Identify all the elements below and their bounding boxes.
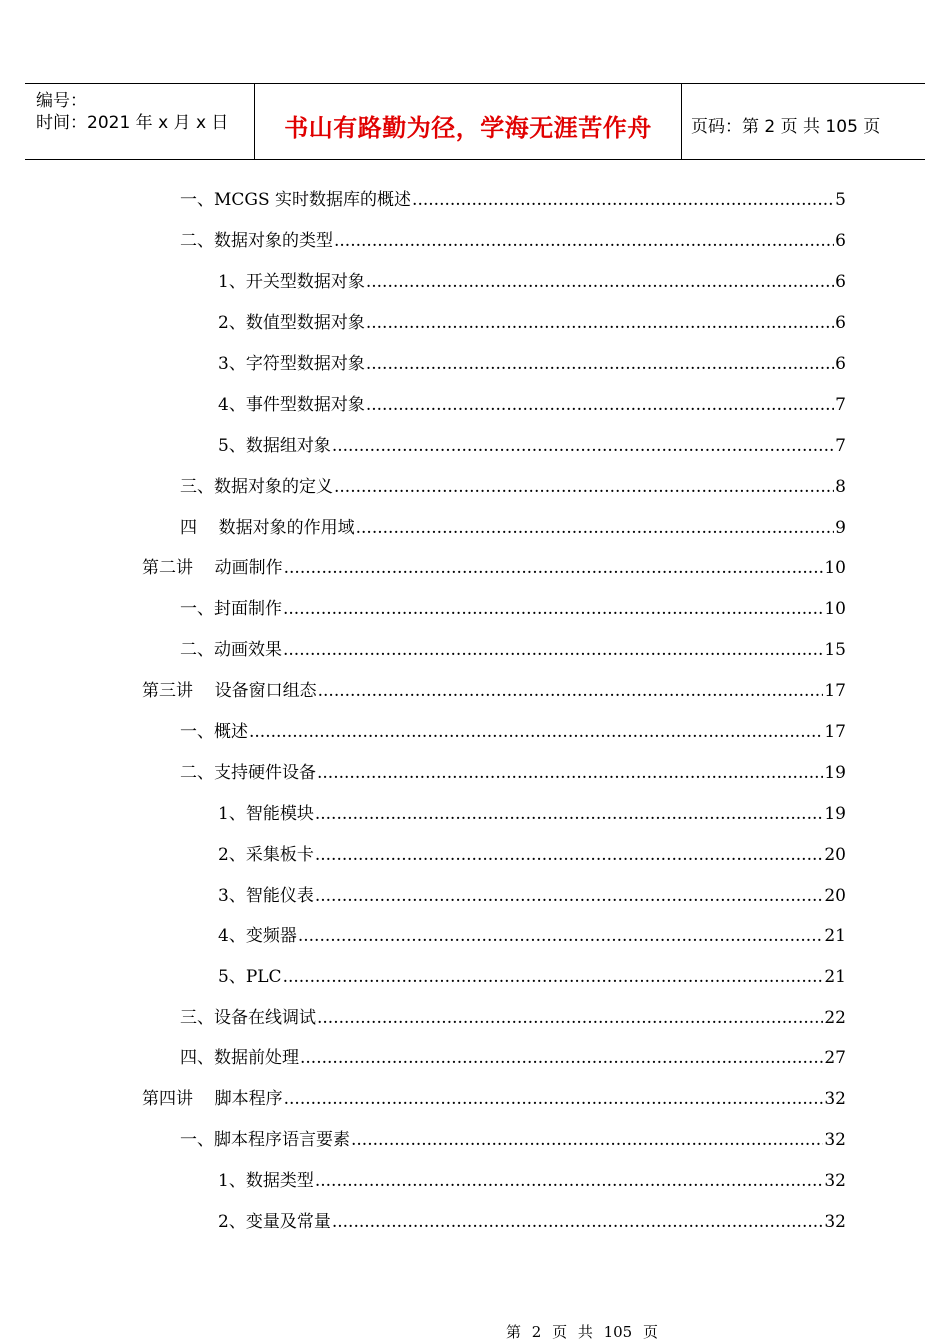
toc-entry-page: 6 <box>835 354 846 374</box>
toc-entry-title: 第二讲 动画制作 <box>142 558 283 578</box>
toc-leader-dots <box>315 802 824 826</box>
toc-entry-page: 17 <box>824 722 846 742</box>
toc-entry-title: 4、事件型数据对象 <box>218 395 365 415</box>
toc-entry-title: 5、PLC <box>218 967 282 987</box>
toc-entry-page: 20 <box>824 845 846 865</box>
toc-entry-page: 8 <box>835 477 846 497</box>
toc-entry[interactable] <box>218 884 846 908</box>
toc-entry-page: 20 <box>824 886 846 906</box>
toc-entry[interactable] <box>218 965 846 989</box>
toc-entry-title: 四、数据前处理 <box>180 1048 299 1068</box>
toc-entry[interactable] <box>180 475 846 499</box>
toc-entry[interactable] <box>218 1210 846 1234</box>
toc-entry-page: 9 <box>835 518 846 538</box>
toc-leader-dots <box>300 1046 823 1070</box>
toc-leader-dots <box>284 556 824 580</box>
toc-entry[interactable] <box>180 1006 846 1030</box>
toc-entry-title: 2、变量及常量 <box>218 1212 331 1232</box>
toc-entry[interactable] <box>180 1128 846 1152</box>
toc-entry-title: 一、概述 <box>180 722 248 742</box>
toc-entry-page: 6 <box>835 272 846 292</box>
toc-leader-dots <box>366 311 834 335</box>
toc-leader-dots <box>318 679 824 703</box>
document-date-label: 时间：2021 年 x 月 x 日 <box>36 113 229 133</box>
toc-entry-title: 2、数值型数据对象 <box>218 313 365 333</box>
toc-leader-dots <box>356 516 835 540</box>
toc-leader-dots <box>283 597 823 621</box>
toc-entry-page: 32 <box>824 1171 846 1191</box>
toc-entry[interactable] <box>218 393 846 417</box>
toc-leader-dots <box>283 965 824 989</box>
toc-entry-page: 32 <box>824 1089 846 1109</box>
header-motto-cell <box>254 84 682 159</box>
toc-entry-page: 6 <box>835 313 846 333</box>
toc-entry-page: 22 <box>824 1008 846 1028</box>
toc-entry[interactable] <box>180 597 846 621</box>
toc-leader-dots <box>284 1087 824 1111</box>
toc-entry-page: 7 <box>835 436 846 456</box>
toc-entry-page: 5 <box>835 190 846 210</box>
toc-entry[interactable] <box>218 270 846 294</box>
toc-entry-title: 2、采集板卡 <box>218 845 314 865</box>
toc-entry-title: 二、数据对象的类型 <box>180 231 333 251</box>
toc-leader-dots <box>283 638 823 662</box>
toc-entry-page: 19 <box>824 763 846 783</box>
header-meta-cell <box>25 84 254 159</box>
toc-entry[interactable] <box>180 1046 846 1070</box>
toc-entry-page: 21 <box>824 926 846 946</box>
toc-entry-title: 1、开关型数据对象 <box>218 272 365 292</box>
toc-entry-title: 四 数据对象的作用域 <box>180 518 355 538</box>
toc-entry-title: 第三讲 设备窗口组态 <box>142 681 317 701</box>
header-page-info: 页码：第 2 页 共 105 页 <box>691 117 881 137</box>
toc-leader-dots <box>315 1169 824 1193</box>
toc-entry[interactable] <box>180 638 846 662</box>
toc-entry-page: 21 <box>824 967 846 987</box>
toc-entry-page: 27 <box>824 1048 846 1068</box>
toc-entry-page: 19 <box>824 804 846 824</box>
toc-entry-page: 6 <box>835 231 846 251</box>
toc-entry-page: 7 <box>835 395 846 415</box>
toc-entry-page: 15 <box>824 640 846 660</box>
toc-entry[interactable] <box>218 352 846 376</box>
header-page-cell <box>681 84 925 159</box>
toc-entry-title: 3、智能仪表 <box>218 886 314 906</box>
toc-entry[interactable] <box>218 434 846 458</box>
header-motto: 书山有路勤为径，学海无涯苦作舟 <box>284 114 652 142</box>
toc-entry-title: 1、智能模块 <box>218 804 314 824</box>
toc-entry[interactable] <box>180 188 846 212</box>
toc-entry-title: 一、封面制作 <box>180 599 282 619</box>
toc-entry-title: 一、MCGS 实时数据库的概述 <box>180 190 412 210</box>
toc-entry-title: 三、数据对象的定义 <box>180 477 333 497</box>
toc-leader-dots <box>332 1210 824 1234</box>
toc-entry[interactable] <box>218 924 846 948</box>
toc-leader-dots <box>317 761 823 785</box>
toc-entry[interactable] <box>180 229 846 253</box>
document-number-label: 编号： <box>36 91 87 111</box>
toc-entry[interactable] <box>218 802 846 826</box>
footer-page-number: 第 2 页 共 105 页 <box>505 1323 658 1341</box>
toc-leader-dots <box>366 270 834 294</box>
toc-entry-title: 5、数据组对象 <box>218 436 331 456</box>
toc-leader-dots <box>298 924 824 948</box>
toc-entry-page: 32 <box>824 1130 846 1150</box>
toc-entry[interactable] <box>218 311 846 335</box>
toc-leader-dots <box>315 843 824 867</box>
toc-leader-dots <box>334 475 834 499</box>
toc-entry[interactable] <box>218 843 846 867</box>
page-footer <box>0 1321 950 1342</box>
toc-entry-page: 17 <box>824 681 846 701</box>
toc-entry-title: 三、设备在线调试 <box>180 1008 316 1028</box>
toc-entry-title: 1、数据类型 <box>218 1171 314 1191</box>
toc-leader-dots <box>351 1128 823 1152</box>
toc-entry-page: 10 <box>824 558 846 578</box>
toc-entry-title: 第四讲 脚本程序 <box>142 1089 283 1109</box>
toc-leader-dots <box>315 884 824 908</box>
toc-entry[interactable] <box>180 720 846 744</box>
toc-leader-dots <box>366 393 834 417</box>
toc-leader-dots <box>249 720 823 744</box>
toc-entry[interactable] <box>180 516 846 540</box>
toc-entry[interactable] <box>218 1169 846 1193</box>
toc-entry-title: 4、变频器 <box>218 926 297 946</box>
toc-leader-dots <box>332 434 834 458</box>
toc-entry-title: 二、动画效果 <box>180 640 282 660</box>
toc-entry-page: 32 <box>824 1212 846 1232</box>
page-header <box>25 83 925 160</box>
toc-leader-dots <box>334 229 834 253</box>
toc-entry[interactable] <box>142 1087 846 1111</box>
toc-entry-title: 一、脚本程序语言要素 <box>180 1130 350 1150</box>
toc-entry-title: 二、支持硬件设备 <box>180 763 316 783</box>
toc-entry[interactable] <box>142 556 846 580</box>
toc-entry-page: 10 <box>824 599 846 619</box>
toc-leader-dots <box>366 352 834 376</box>
toc-entry[interactable] <box>142 679 846 703</box>
toc-entry-title: 3、字符型数据对象 <box>218 354 365 374</box>
toc-leader-dots <box>412 188 834 212</box>
toc-leader-dots <box>317 1006 823 1030</box>
toc-entry[interactable] <box>180 761 846 785</box>
